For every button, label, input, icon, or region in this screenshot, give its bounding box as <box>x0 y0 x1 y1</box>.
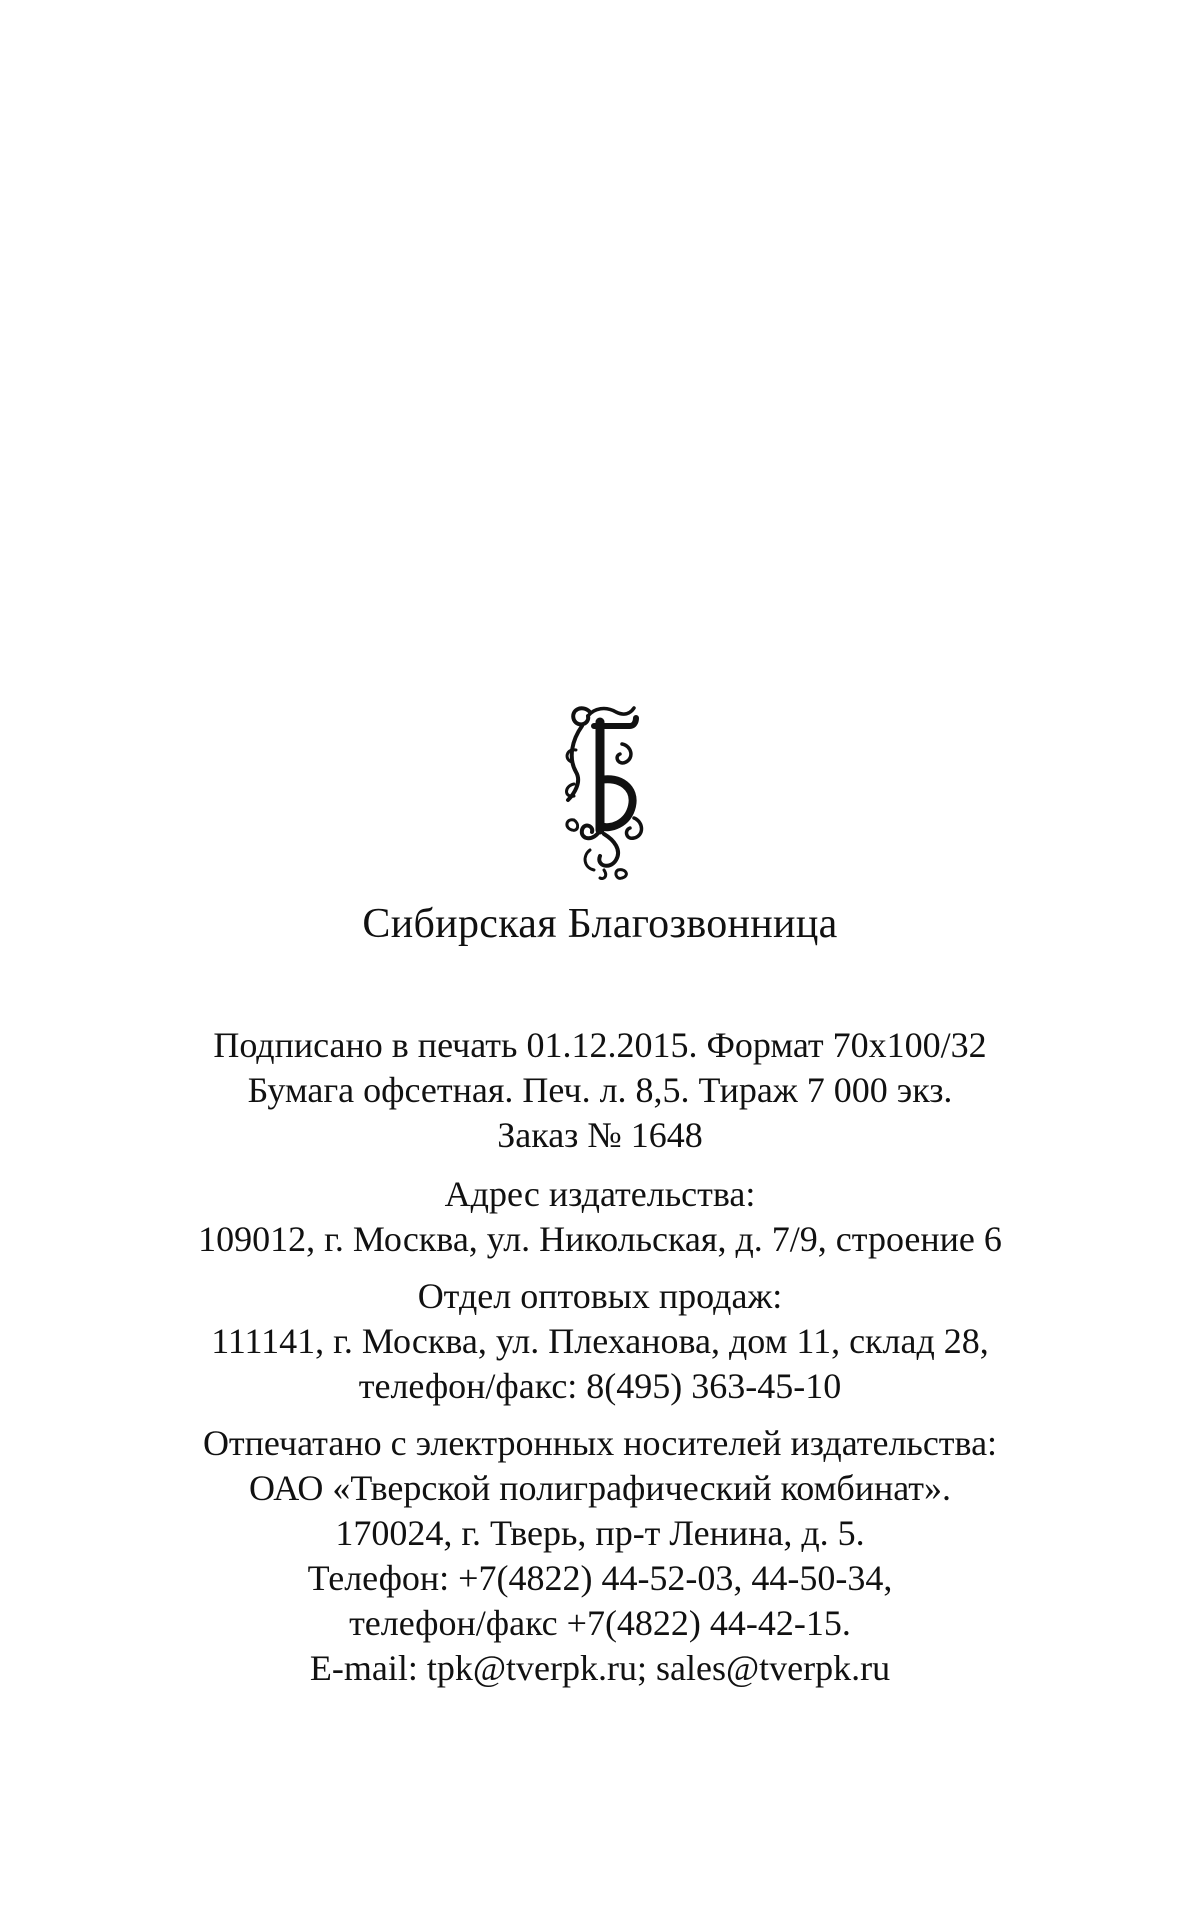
order-number: Заказ № 1648 <box>497 1115 703 1155</box>
printer-info-line: Отпечатано с электронных носителей издательства: <box>202 1423 998 1463</box>
print-info-line: Подписано в печать 01.12.2015. Формат 70x100/32 <box>213 1025 987 1065</box>
printer-email: E-mail: tpk@tverpk.ru; sales@tverpk.ru <box>309 1648 891 1688</box>
printer-fax: телефон/факс +7(4822) 44-42-15. <box>349 1603 851 1643</box>
print-info <box>0 1023 1200 1158</box>
address-heading: Адрес издательства: <box>444 1174 756 1214</box>
sales-phone-line: телефон/факс: 8(495) 363-45-10 <box>358 1366 842 1406</box>
printer-phone: Телефон: +7(4822) 44-52-03, 44-50-34, <box>307 1558 893 1598</box>
publisher-name: Сибирская Благозвонница <box>362 901 838 947</box>
wholesale-department <box>0 1274 1200 1409</box>
print-info-line: Бумага офсетная. Печ. л. 8,5. Тираж 7 000 экз. <box>247 1070 953 1110</box>
sales-address-line: 111141, г. Москва, ул. Плеханова, дом 11, склад 28, <box>211 1321 989 1361</box>
printer-address: 170024, г. Тверь, пр-т Ленина, д. 5. <box>335 1513 865 1553</box>
printer-info <box>0 1421 1200 1691</box>
ornamental-letter-b-logo <box>560 700 650 880</box>
printer-name: ОАО «Тверской полиграфический комбинат». <box>249 1468 951 1508</box>
publisher-address <box>0 1172 1200 1262</box>
sales-heading: Отдел оптовых продаж: <box>417 1276 783 1316</box>
address-line: 109012, г. Москва, ул. Никольская, д. 7/9, строение 6 <box>198 1219 1002 1259</box>
